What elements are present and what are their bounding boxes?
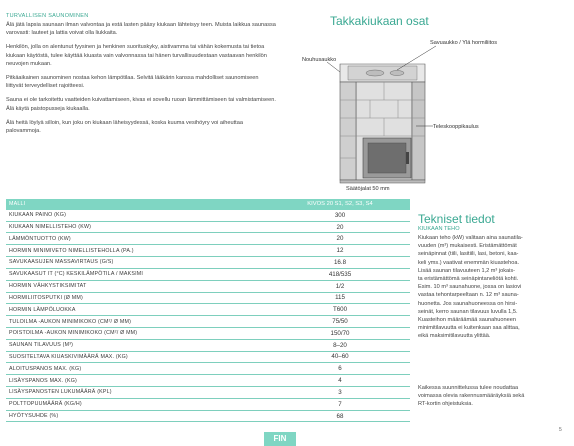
table-header-row [6, 199, 410, 210]
row-key: HORMIN LÄMPÖLUOKKA [6, 304, 270, 316]
table-row [6, 280, 410, 292]
row-key: KIUKAAN NIMELLISTEHO (KW) [6, 221, 270, 233]
table-row [6, 221, 410, 233]
text-line: Esim. 10 m³ saunahuone, jossa on lasiovi [418, 284, 522, 291]
text-line: eikä maksimitilavuutta ylittää. [418, 333, 491, 340]
safety-paragraph: Sauna ei ole tarkoitettu vaatteiden kuivattamiseen, kivas ei sovellu ruoan lämmittämiseen tai valmistamiseen. Älä käytä paistopusseja kiukaalla. [6, 97, 276, 112]
row-key: HYÖTYSUHDE (%) [6, 410, 270, 422]
text-line: seinät, kerro saunan tilavuus luvulla 1,5. [418, 308, 518, 315]
diagram-title: Takkakiukaan osat [330, 14, 429, 28]
row-key: HORMILIITOSPUTKI (Ø MM) [6, 292, 270, 304]
row-key: SUOSITELTAVA KIUASKIVIMÄÄRÄ MAX. (KG) [6, 351, 270, 363]
row-value: 115 [270, 292, 410, 304]
row-value: 20 [270, 221, 410, 233]
text-line: seinäpinnat (tiili, lasitiili, lasi, betoni, kaa- [418, 251, 519, 258]
flue-collar [366, 70, 384, 76]
language-tab: FIN [264, 432, 296, 446]
row-key: HORMIN VÄHKYSTIKSIMITAT [6, 280, 270, 292]
table-header-key: MALLI [6, 199, 270, 210]
table-row [6, 351, 410, 363]
row-value: T600 [270, 304, 410, 316]
tech-title: Tekniset tiedot [418, 212, 495, 226]
row-key: SAVUKAASUT IT (°C) KESKILÄMPÖTILA / MAKSIMI [6, 268, 270, 280]
row-value: 75/50 [270, 316, 410, 328]
row-key: TULOILMA -AUKON MINIMIKOKO (CM²/ Ø MM) [6, 316, 270, 328]
text-line: Kuasteihon määräämää saunahuoneen [418, 317, 516, 324]
tech-paragraph-2 [418, 384, 570, 409]
safety-paragraph: Älä jätä lapsia saunaan ilman valvontaa ja estä lasten pääsy kiukaan lähteisyy teen. Muista laikkua saunassa varovasti: lauteet ja lattia voivat olla liukkaita. [6, 22, 276, 37]
text-line: Kiukaan teho (kW) valitaan aina saunatila- [418, 235, 523, 241]
text-line: keli yms.) vaativat enemmän kiuastehoa. [418, 259, 520, 266]
door-glass [368, 143, 406, 173]
text-line: voimassa olevia rakennusmääräyksiä sekä [418, 393, 525, 400]
row-key: ALOITUSPANOS MAX. (KG) [6, 363, 270, 375]
spec-table [6, 199, 410, 422]
table-row [6, 257, 410, 269]
table-row [6, 327, 410, 339]
row-value: 3 [270, 387, 410, 399]
row-value: 7 [270, 398, 410, 410]
safety-section-title: TURVALLISEN SAUNOMINEN [6, 13, 89, 19]
table-row [6, 292, 410, 304]
row-value: 12 [270, 245, 410, 257]
safety-paragraph: Älä heitä löylyä silloin, kun joku on kiukaan läheisyydessä, koska kuuma vesihöyry voi aiheuttaa palovammoja. [6, 119, 243, 135]
table-header-value: KIVOS 20 S1, S2, S3, S4 [270, 199, 410, 210]
table-row [6, 245, 410, 257]
table-row [6, 375, 410, 387]
row-value: 1/2 [270, 280, 410, 292]
text-line: RT-kortin ohjeistuksia. [418, 401, 473, 408]
row-value: 8–20 [270, 339, 410, 351]
row-key: LISÄYSPANOS MAX. (KG) [6, 375, 270, 387]
table-row [6, 304, 410, 316]
row-key: POLTTOPUUMÄÄRÄ (KG/H) [6, 398, 270, 410]
row-value: 150/70 [270, 327, 410, 339]
table-row [6, 233, 410, 245]
table-row [6, 268, 410, 280]
table-row [6, 339, 410, 351]
text-line: minimitilavuutta ei kuitenkaan saa alittaa, [418, 325, 520, 332]
label-savuaukko: Savuaukko / Ylä hormiliitos [430, 40, 498, 46]
stove-diagram [0, 0, 574, 200]
label-saatojalat: Säätöjalat 50 mm [346, 186, 390, 192]
row-value: 20 [270, 233, 410, 245]
table-row [6, 410, 410, 422]
table-row [6, 398, 410, 410]
row-value: 40–60 [270, 351, 410, 363]
label-nouhusaukko: Nouhusaukko [302, 57, 337, 63]
safety-paragraph: Pitkäaikainen saunominen nostaa kehon lämpötilaa. Selvitä lääkärin kanssa mahdolliset saunomiseen liittyvät terveydelliset rajoitteesi. [6, 75, 259, 90]
row-value: 4 [270, 375, 410, 387]
row-value: 68 [270, 410, 410, 422]
row-value: 16.8 [270, 257, 410, 269]
page-number: 5 [559, 427, 562, 433]
row-key: LÄMMÖNTUOTTO (KW) [6, 233, 270, 245]
row-key: POISTOILMA -AUKON MINIMIKOKO (CM²/ Ø MM) [6, 327, 270, 339]
row-key: SAVUKAASUJEN MASSAVIRTAUS (G/S) [6, 257, 270, 269]
row-value: 6 [270, 363, 410, 375]
text-line: vuuden (m³) mukaisesti. Eristämättömät [418, 243, 517, 250]
tech-subtitle: KIUKAAN TEHO [418, 226, 460, 232]
table-row [6, 387, 410, 399]
table-row [6, 363, 410, 375]
tech-paragraph-1 [418, 234, 570, 341]
row-key: KIUKAAN PAINO (KG) [6, 210, 270, 221]
row-key: SAUNAN TILAVUUS (M³) [6, 339, 270, 351]
table-row [6, 316, 410, 328]
row-key: LISÄYSPANOSTEN LUKUMÄÄRÄ (KPL) [6, 387, 270, 399]
stove-body-side [412, 82, 425, 180]
text-line: huonetta. Jos saunahuoneessa on hirsi- [418, 300, 518, 307]
row-value: 300 [270, 210, 410, 221]
table-row [6, 210, 410, 221]
row-key: HORMIN MINIMIVETO NIMELLISTEHOLLA (PA.) [6, 245, 270, 257]
text-line: Lisää saunan tilavuuteen 1,2 m³ jokais- [418, 267, 516, 274]
text-line: ta eristämättömä seinäpintaneliötä kohti. [418, 276, 519, 283]
safety-paragraph: Henkilön, jolla on alentunut fyysinen ja henkinen suorituskyky, aistivamma tai vähän kokemusta tai tietoa kiukaan käytöstä, tulee käyttää kiuasta vain valvonnassa tai hänen turvallisuudestaan vastaavan henkilön neuvojen mukaan. [6, 44, 267, 67]
text-line: vastaa tehontarpeeltaan n. 12 m³ sauna- [418, 292, 519, 299]
text-line: Kaikessa suunnittelussa tulee noudattaa [418, 385, 519, 391]
door-handle [406, 152, 409, 164]
label-teleskooppikaulus: Teleskooppikaulus [433, 124, 479, 130]
row-value: 418/535 [270, 268, 410, 280]
